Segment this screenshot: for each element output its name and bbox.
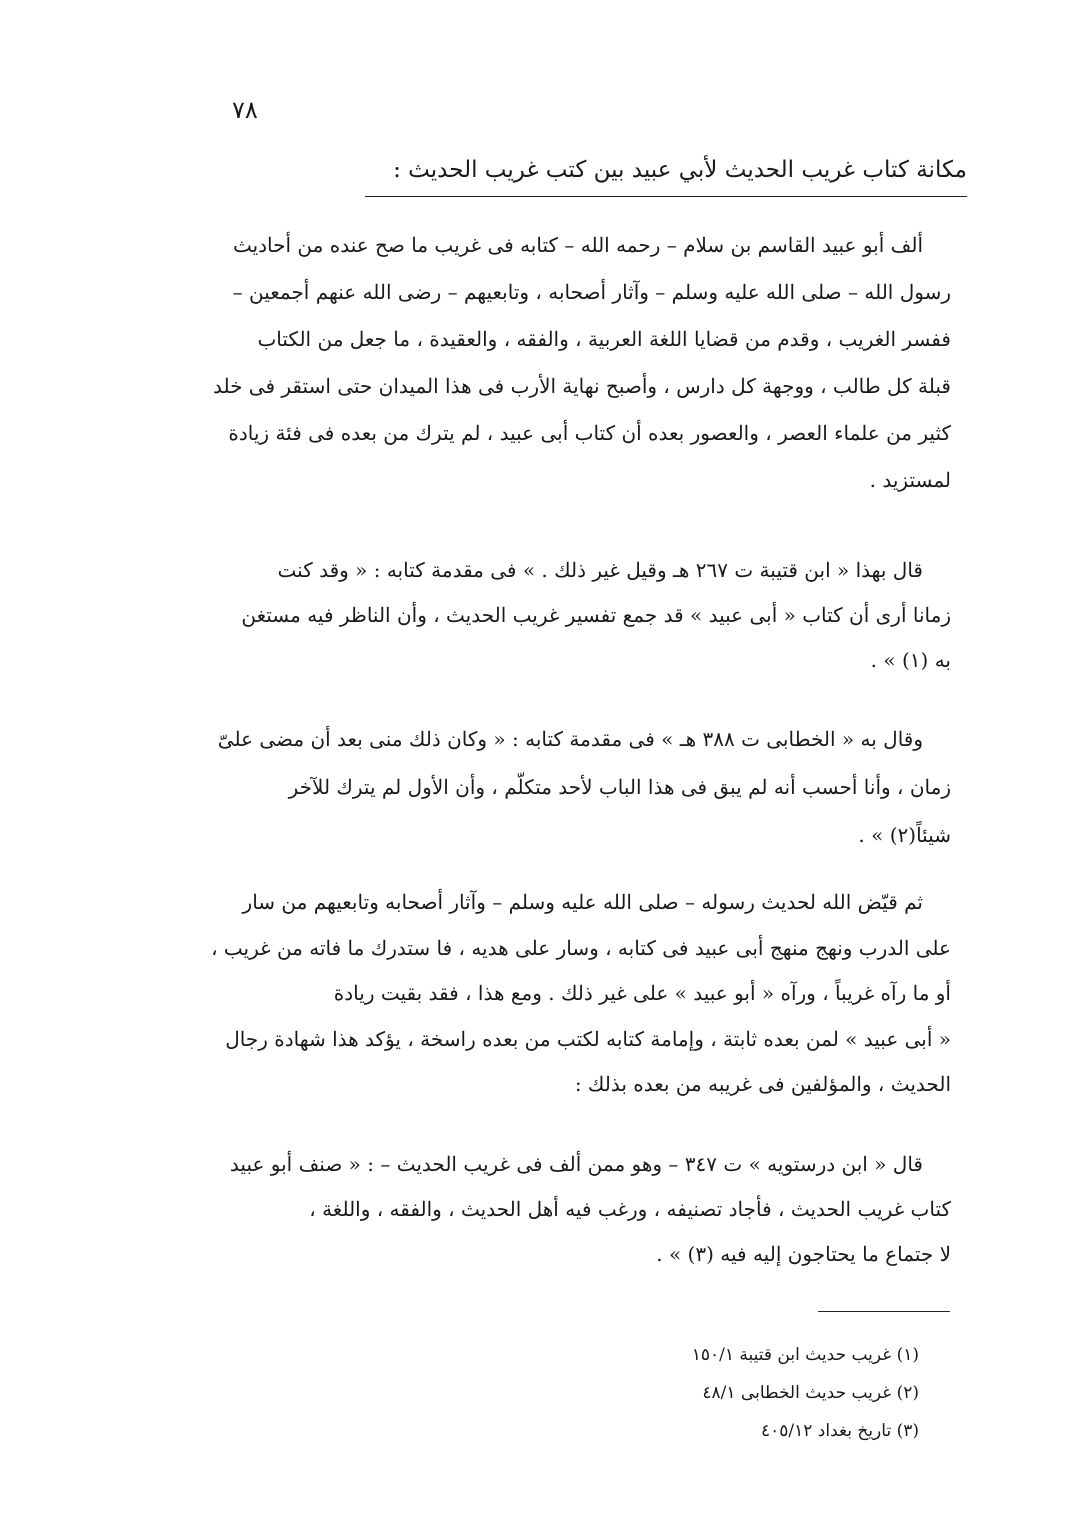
paragraph-line: ألف أبو عبيد القاسم بن سلام – رحمه الله – كتابه فى غريب ما صح عنده من أحاديث xyxy=(232,233,923,257)
paragraph-line: الحديث ، والمؤلفين فى غريبه من بعده بذلك : xyxy=(574,1072,951,1096)
footnote-3: (٣) تاريخ بغداد ٤٠٥/١٢ xyxy=(761,1421,919,1441)
paragraph-line: شيئاً(٢) » . xyxy=(858,823,951,847)
page-number: ٧٨ xyxy=(232,96,258,124)
paragraph-line: على الدرب ونهج منهج أبى عبيد فى كتابه ، وسار على هديه ، فا ستدرك ما فاته من غريب ، xyxy=(211,935,951,960)
paragraph-line: زمان ، وأنا أحسب أنه لم يبق فى هذا الباب لأحد متكلّم ، وأن الأول لم يترك للآخر xyxy=(288,775,951,799)
paragraph-line: رسول الله – صلى الله عليه وسلم – وآثار أصحابه ، وتابعيهم – رضى الله عنهم أجمعين – xyxy=(232,280,951,304)
paragraph-line: به (١) » . xyxy=(870,648,951,672)
paragraph-line: « أبى عبيد » لمن بعده ثابتة ، وإمامة كتابه لكتب من بعده راسخة ، يؤكد هذا شهادة رجال xyxy=(225,1026,951,1051)
section-heading: مكانة كتاب غريب الحديث لأبي عبيد بين كتب غريب الحديث : xyxy=(393,157,967,183)
paragraph-line: كتاب غريب الحديث ، فأجاد تصنيفه ، ورغب فيه أهل الحديث ، والفقه ، واللغة ، xyxy=(309,1197,951,1221)
paragraph-4 xyxy=(136,880,951,1108)
paragraph-line: لمستزيد . xyxy=(869,468,951,492)
paragraph-line: ثم قيّض الله لحديث رسوله – صلى الله عليه وسلم – وآثار أصحابه وتابعيهم من سار xyxy=(242,890,923,914)
footnote-1: (١) غريب حديث ابن قتيبة ١٥٠/١ xyxy=(691,1345,919,1365)
paragraph-line: قبلة كل طالب ، ووجهة كل دارس ، وأصبح نهاية الأرب فى هذا الميدان حتى استقر فى خلد xyxy=(212,374,951,398)
paragraph-2 xyxy=(136,548,951,683)
paragraph-line: أو ما رآه غريباً ، ورآه « أبو عبيد » على غير ذلك . ومع هذا ، فقد بقيت ريادة xyxy=(333,981,951,1005)
paragraph-line: كثير من علماء العصر ، والعصور بعده أن كتاب أبى عبيد ، لم يترك من بعده فى فئة زيادة xyxy=(228,421,951,445)
paragraph-line: ففسر الغريب ، وقدم من قضايا اللغة العربية ، والفقه ، والعقيدة ، ما جعل من الكتاب xyxy=(257,327,951,351)
paragraph-line: قال « ابن درستويه » ت ٣٤٧ – وهو ممن ألف فى غريب الحديث – : « صنف أبو عبيد xyxy=(229,1152,923,1176)
paragraph-3 xyxy=(136,715,951,859)
footnote-separator xyxy=(818,1311,950,1312)
heading-underline xyxy=(365,196,967,197)
footnotes xyxy=(399,1336,919,1450)
paragraph-5 xyxy=(136,1142,951,1277)
section-heading-container xyxy=(247,150,967,190)
footnote-2: (٢) غريب حديث الخطابى ٤٨/١ xyxy=(702,1383,919,1403)
paragraph-line: لا جتماع ما يحتاجون إليه فيه (٣) » . xyxy=(656,1242,951,1266)
paragraph-line: وقال به « الخطابى ت ٣٨٨ هـ » فى مقدمة كتابه : « وكان ذلك منى بعد أن مضى علىّ xyxy=(217,727,923,751)
paragraph-1 xyxy=(136,222,951,504)
paragraph-line: قال بهذا « ابن قتيبة ت ٢٦٧ هـ وقيل غير ذلك . » فى مقدمة كتابه : « وقد كنت xyxy=(277,558,923,582)
paragraph-line: زمانا أرى أن كتاب « أبى عبيد » قد جمع تفسير غريب الحديث ، وأن الناظر فيه مستغن xyxy=(241,603,951,627)
